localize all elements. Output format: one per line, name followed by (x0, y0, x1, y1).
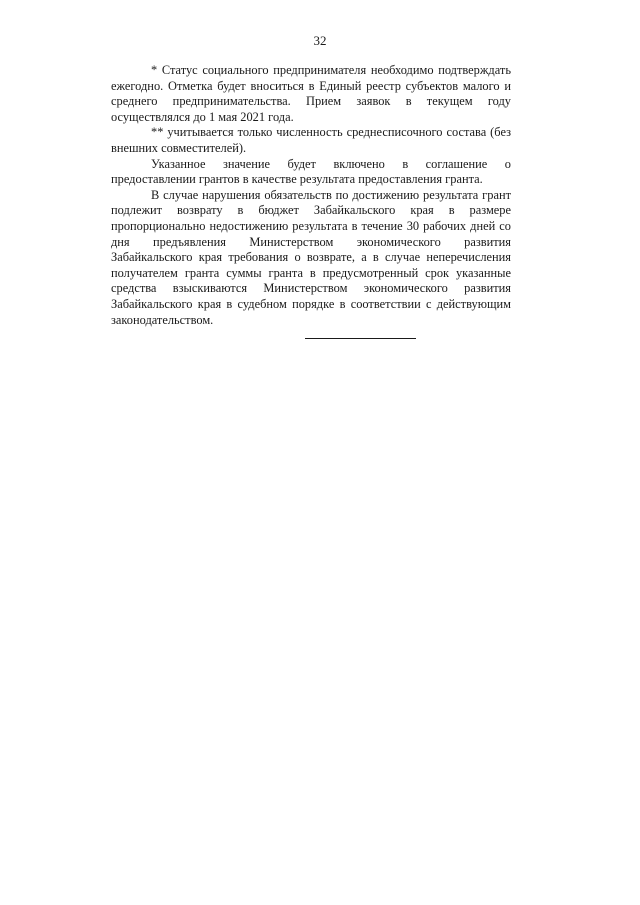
footnote-social-entrepreneur-status: * Статус социального предпринимателя необходимо подтверждать ежегодно. Отметка будет вноситься в Единый реестр субъектов малого и среднего предпринимательства. Прием заявок в текущем году осуществлялся до 1 мая 2021 года. (111, 63, 511, 124)
paragraph-grant-result: Указанное значение будет включено в соглашение о предоставлении грантов в качестве результата предоставления гранта. (111, 156, 511, 187)
paragraph-grant-refund: В случае нарушения обязательств по достижению результата грант подлежит возврату в бюджет Забайкальского края в размере пропорционально недостижению результата в течение 30 рабочих дней со дня предъявления Министерством экономического развития Забайкальского края требования о возврате, а в случае неперечисления получателем гранта суммы гранта в предусмотренный срок указанные средства взыскиваются Министерством экономического развития Забайкальского края в судебном порядке в соответствии с действующим законодательством. (111, 187, 511, 327)
footnote-staff-count: ** учитывается только численность среднесписочного состава (без внешних совместителей). (111, 125, 511, 155)
end-separator-line (305, 338, 416, 339)
page-number: 32 (313, 33, 327, 48)
document-body (111, 63, 511, 328)
